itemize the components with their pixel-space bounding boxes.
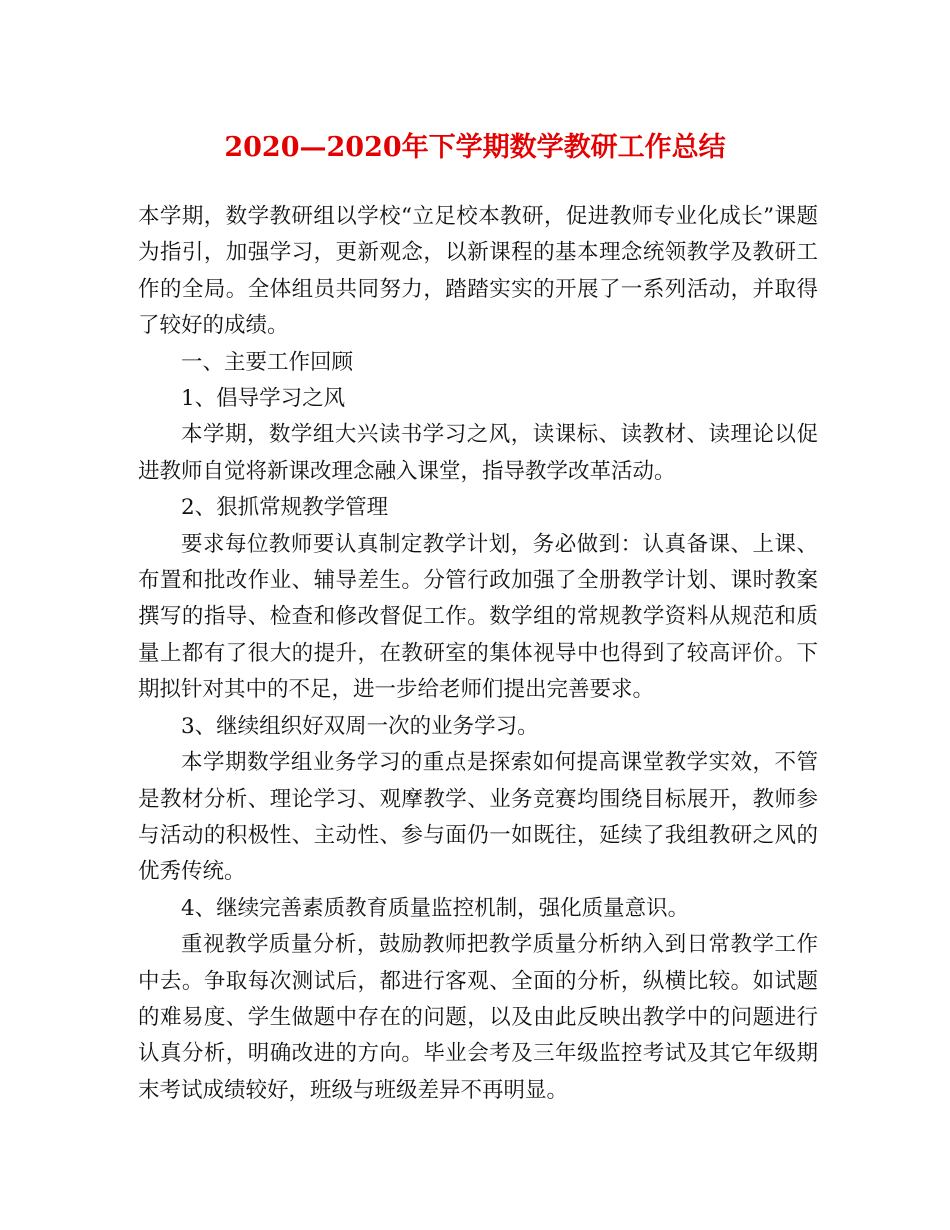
item-body-routine-management: 要求每位教师要认真制定教学计划，务必做到：认真备课、上课、布置和批改作业、辅导差生。分管行政加强了全册教学计划、课时教案撰写的指导、检查和修改督促工作。数学组的常规教学资料从规范和质量上都有了很大的提升，在教研室的集体视导中也得到了较高评价。下期拟针对其中的不足，进一步给老师们提出完善要求。 — [138, 531, 818, 703]
item-heading-quality-monitoring: 4、继续完善素质教育质量监控机制，强化质量意识。 — [181, 895, 690, 921]
item-heading-routine-management: 2、狠抓常规教学管理 — [181, 495, 389, 521]
item-heading-learning: 1、倡导学习之风 — [181, 386, 346, 412]
intro-paragraph: 本学期，数学教研组以学校“立足校本教研，促进教师专业化成长”课题为指引，加强学习，更新观念，以新课程的基本理念统领教学及教研工作的全局。全体组员共同努力，踏踏实实的开展了一系列活动，并取得了较好的成绩。 — [138, 204, 818, 339]
item-body-learning: 本学期，数学组大兴读书学习之风，读课标、读教材、读理论以促进教师自觉将新课改理念融入课堂，指导教学改革活动。 — [138, 422, 818, 484]
item-body-quality-monitoring: 重视教学质量分析，鼓励教师把教学质量分析纳入到日常教学工作中去。争取每次测试后，都进行客观、全面的分析，纵横比较。如试题的难易度、学生做题中存在的问题，以及由此反映出教学中的问题进行认真分析，明确改进的方向。毕业会考及三年级监控考试及其它年级期末考试成绩较好，班级与班级差异不再明显。 — [138, 932, 818, 1103]
document-body — [138, 199, 818, 1109]
document-title: 2020—2020年下学期数学教研工作总结 — [224, 132, 726, 163]
section-heading-review: 一、主要工作回顾 — [181, 349, 354, 375]
item-body-biweekly-study: 本学期数学组业务学习的重点是探索如何提高课堂教学实效，不管是教材分析、理论学习、观摩教学、业务竞赛均围绕目标展开，教师参与活动的积极性、主动性、参与面仍一如既往，延续了我组教研之风的优秀传统。 — [138, 750, 818, 885]
item-heading-biweekly-study: 3、继续组织好双周一次的业务学习。 — [181, 713, 539, 739]
